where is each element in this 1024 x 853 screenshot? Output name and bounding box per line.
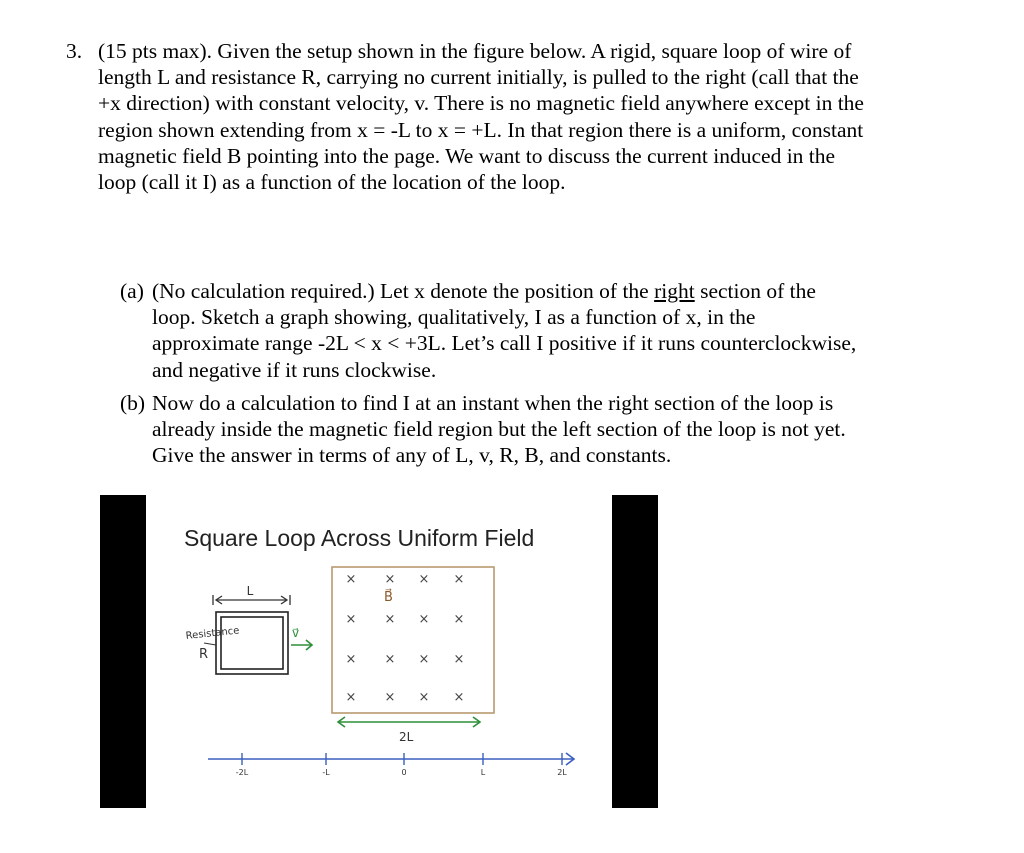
problem-statement: (15 pts max). Given the setup shown in the figure below. A rigid, square loop of wire of length L and resistance R, carrying no current initially, is pulled to the right (call that the +x direction) with constant velocity, v. There is no magnetic field anywhere except in the region shown extending from x = -L to x = +L. In that region there is a uniform, constant magnetic field B pointing into the page. We want to discuss the current induced in the loop (call it I) as a function of the location of the loop. xyxy=(98,39,864,195)
field-marker: × xyxy=(345,612,357,627)
field-marker: × xyxy=(418,652,430,667)
x-axis xyxy=(208,753,574,765)
field-label: B⃗ xyxy=(384,590,393,605)
field-marker: × xyxy=(345,572,357,587)
figure-slide xyxy=(146,495,612,808)
axis-tick-label: -2L xyxy=(235,768,249,777)
field-marker: × xyxy=(384,572,396,587)
loop-length-label: L xyxy=(246,584,254,598)
part-b-label: (b) xyxy=(120,391,146,415)
field-marker: × xyxy=(345,652,357,667)
field-markers xyxy=(346,572,465,705)
velocity-label: v⃗ xyxy=(292,626,300,640)
axis-tick-label: 0 xyxy=(401,768,407,777)
field-marker: × xyxy=(345,690,357,705)
resistance-symbol: R xyxy=(199,647,209,662)
square-loop xyxy=(216,612,288,674)
velocity-arrow xyxy=(291,640,312,650)
field-marker: × xyxy=(384,612,396,627)
axis-ticks xyxy=(236,753,568,777)
figure-title: Square Loop Across Uniform Field xyxy=(184,525,535,551)
field-marker: × xyxy=(418,690,430,705)
part-a-text-after: section of the loop. Sketch a graph showing, qualitatively, I as a function of x, in the approximate range -2L < x < +3L. Let’s call I positive if it runs counterclockwise, and negative if it runs clockwise. xyxy=(152,279,857,382)
axis-tick-label: L xyxy=(480,768,486,777)
axis-tick-label: 2L xyxy=(557,768,567,777)
field-marker: × xyxy=(418,572,430,587)
part-a-label: (a) xyxy=(120,279,144,303)
resistance-pointer xyxy=(204,643,216,645)
problem-number: 3. xyxy=(66,39,83,63)
field-marker: × xyxy=(453,572,465,587)
axis-tick-label: -L xyxy=(322,768,330,777)
figure-drawing xyxy=(146,495,612,808)
part-b-text: Now do a calculation to find I at an instant when the right section of the loop is already inside the magnetic field region but the left section of the loop is not yet. Give the answer in terms of any of L, v, R, B, and constants. xyxy=(152,391,846,468)
field-width-arrow xyxy=(338,717,480,727)
part-a-text xyxy=(152,278,860,383)
field-marker: × xyxy=(418,612,430,627)
field-marker: × xyxy=(453,652,465,667)
resistance-label: Resistance xyxy=(185,625,240,642)
part-a-text-before: (No calculation required.) Let x denote the position of the xyxy=(152,279,655,303)
field-marker: × xyxy=(453,612,465,627)
field-marker: × xyxy=(384,690,396,705)
field-width-label: 2L xyxy=(399,730,414,744)
field-marker: × xyxy=(384,652,396,667)
figure-frame xyxy=(100,495,658,808)
part-a-underlined-word: right xyxy=(654,279,695,303)
field-marker: × xyxy=(453,690,465,705)
